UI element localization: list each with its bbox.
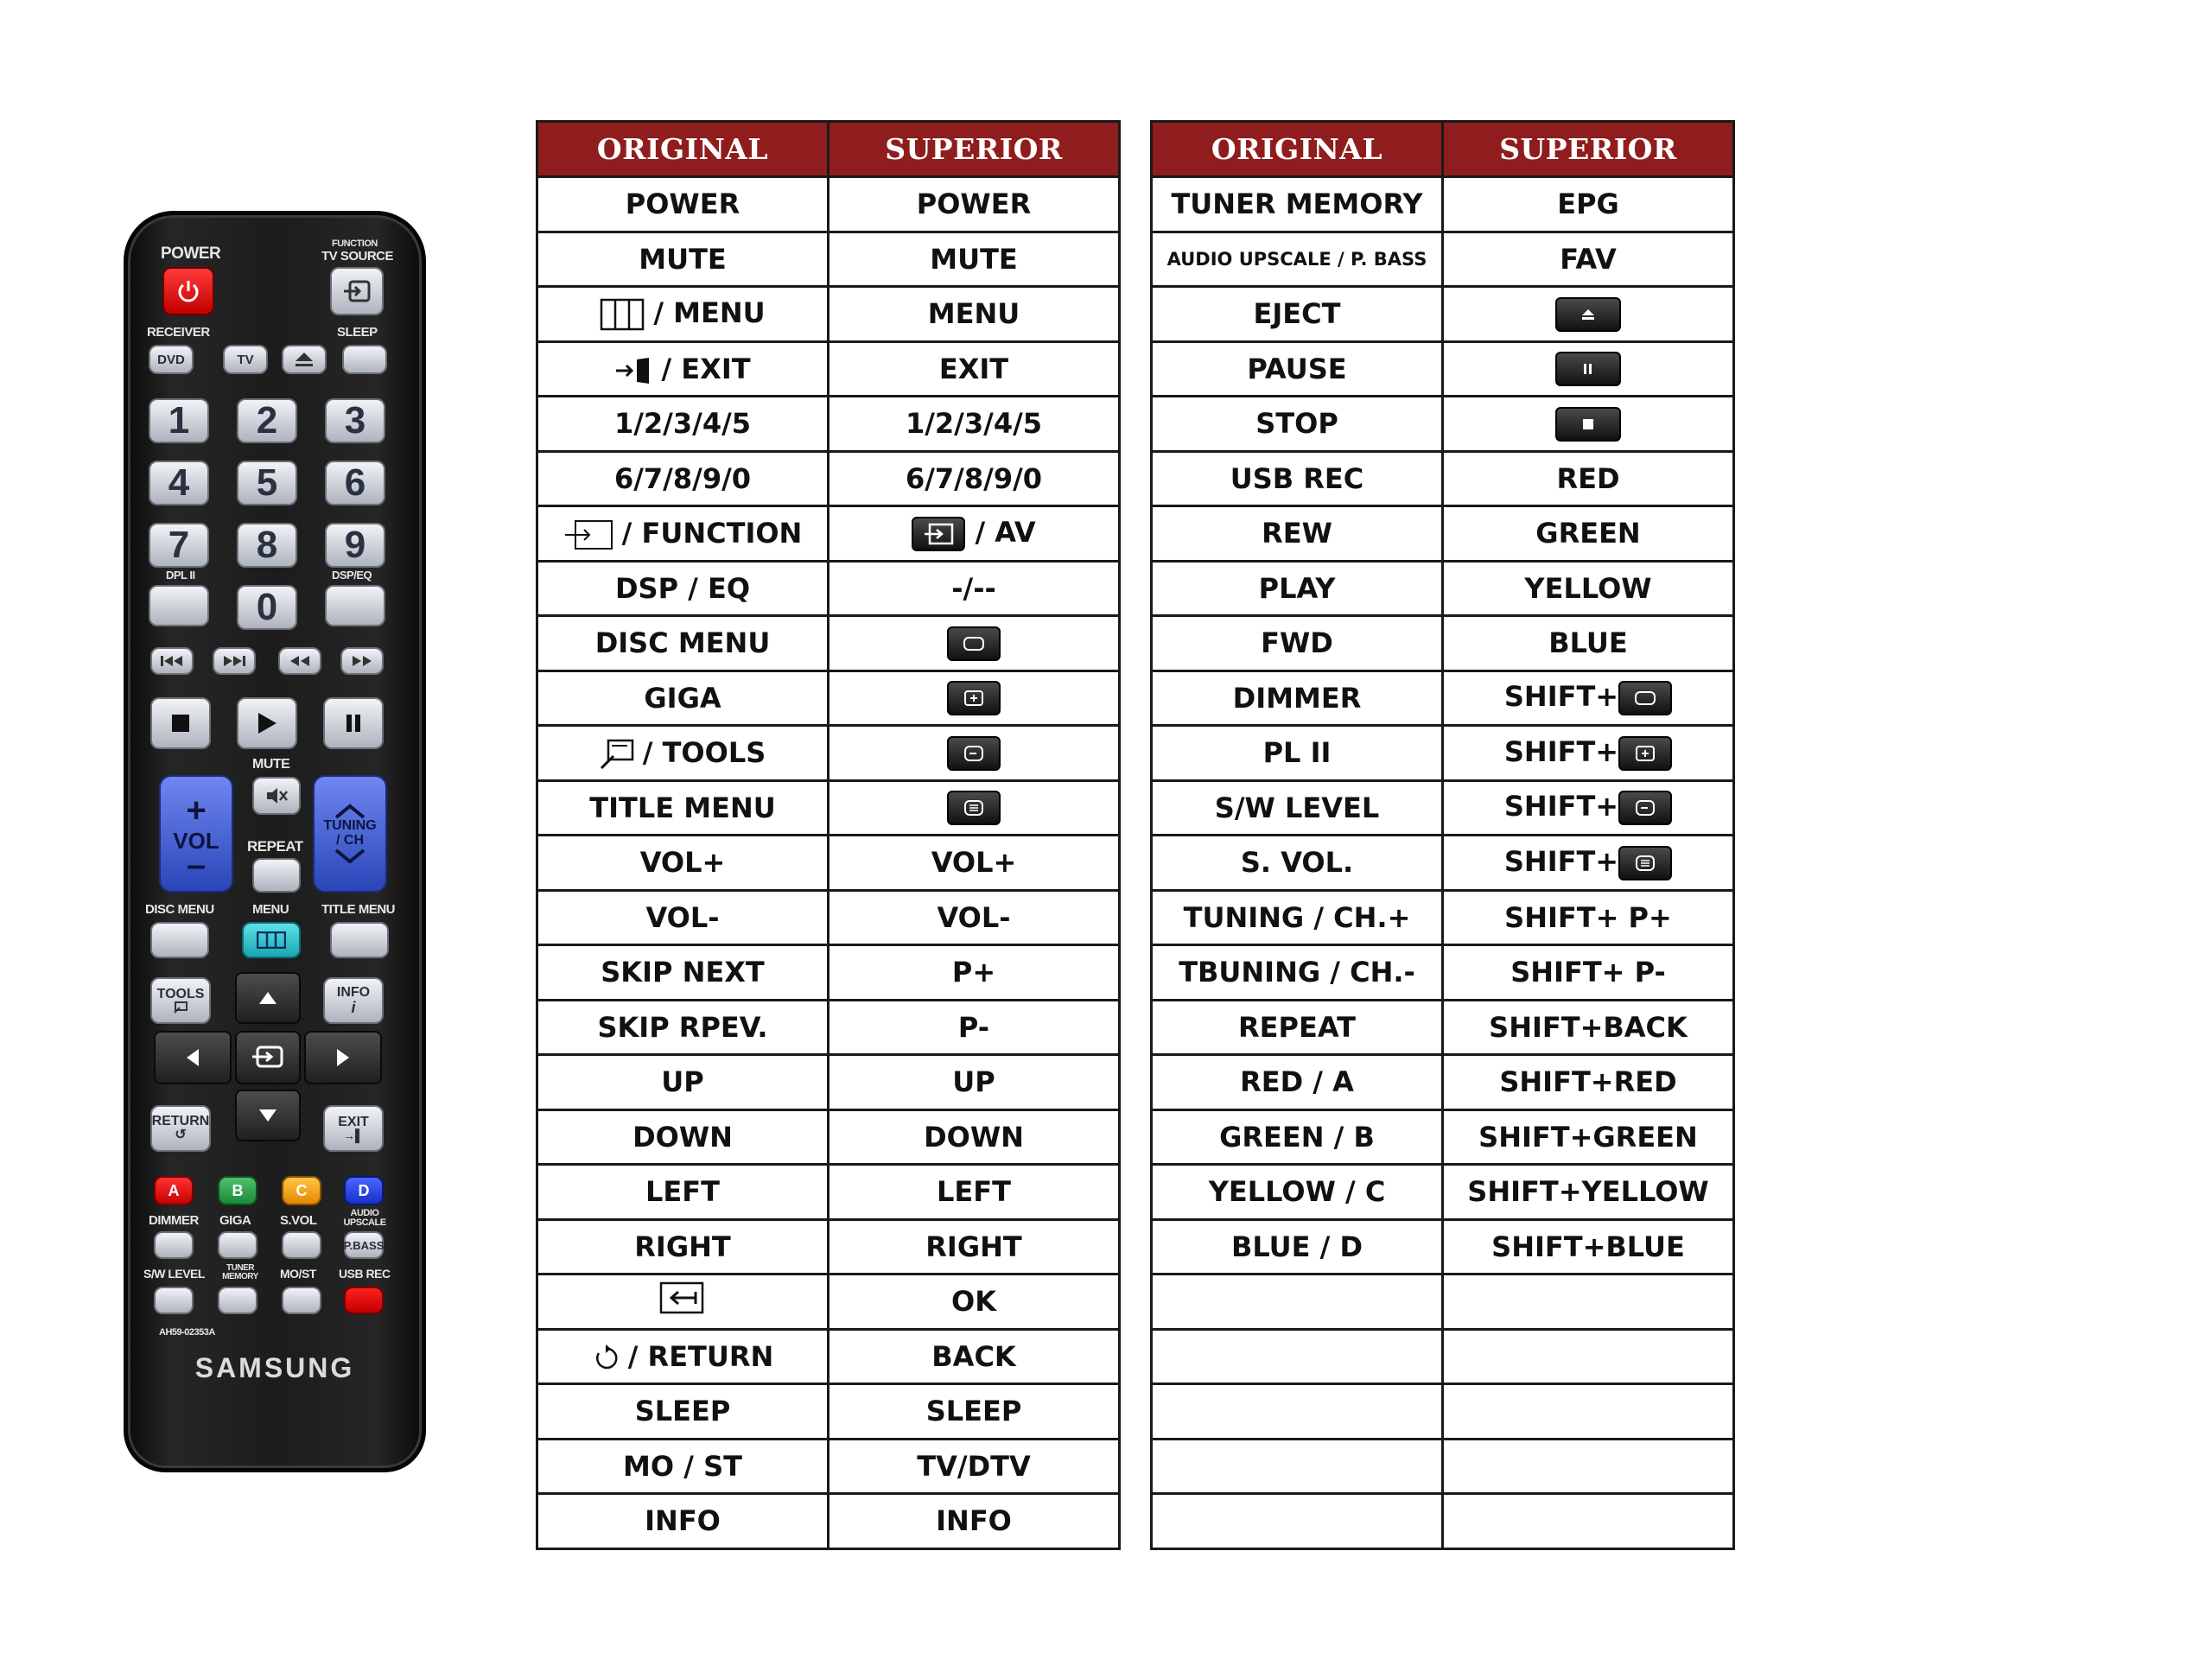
header-superior: SUPERIOR: [1443, 122, 1734, 177]
superior-cell: P+: [829, 945, 1120, 1001]
original-cell: [537, 1274, 829, 1330]
table-row: [537, 561, 1120, 616]
original-cell: TUNING / CH.+: [1152, 890, 1443, 945]
superior-cell: 1/2/3/4/5: [829, 397, 1120, 452]
menu-grid-icon: [600, 298, 645, 331]
return-arrow-icon: ↺: [175, 1128, 187, 1143]
plus-box-key-icon: [947, 681, 1001, 715]
digit-8-button[interactable]: 8: [237, 523, 297, 568]
original-cell: [537, 726, 829, 781]
original-text: / MENU: [653, 296, 766, 330]
mute-icon: [265, 786, 288, 805]
dpl-button[interactable]: [149, 585, 209, 626]
original-text: / FUNCTION: [621, 516, 803, 550]
digit-4-button[interactable]: 4: [149, 461, 209, 505]
original-cell: STOP: [1152, 397, 1443, 452]
fast-forward-icon: [351, 655, 373, 667]
audio-upscale-label: AUDIO UPSCALE: [343, 1208, 386, 1228]
table-row: [1152, 177, 1734, 232]
av-input-icon: [912, 517, 965, 551]
superior-cell: [829, 506, 1120, 562]
table-row: [537, 232, 1120, 287]
sw-level-button[interactable]: [154, 1287, 194, 1314]
superior-cell: VOL-: [829, 890, 1120, 945]
rounded-rect-key-icon: [1618, 681, 1672, 715]
superior-cell: YELLOW: [1443, 561, 1734, 616]
digit-6-button[interactable]: 6: [325, 461, 385, 505]
arrow-right-icon: [336, 1048, 350, 1067]
disc-menu-button[interactable]: [150, 922, 209, 958]
superior-cell: TV/DTV: [829, 1439, 1120, 1494]
tools-icon: [173, 1001, 188, 1014]
giga-label: GIGA: [219, 1213, 251, 1228]
superior-cell: [829, 726, 1120, 781]
original-cell: SKIP NEXT: [537, 945, 829, 1001]
superior-cell: BLUE: [1443, 616, 1734, 671]
original-cell: PAUSE: [1152, 341, 1443, 397]
pause-button[interactable]: [323, 697, 384, 749]
table-row: [537, 780, 1120, 836]
table-row: [1152, 397, 1734, 452]
table-row: [1152, 1109, 1734, 1165]
superior-cell: MUTE: [829, 232, 1120, 287]
superior-cell: P-: [829, 1000, 1120, 1055]
chevron-up-icon: [333, 804, 367, 819]
tv-source-label: TV SOURCE: [321, 249, 394, 264]
original-cell: RIGHT: [537, 1219, 829, 1274]
mute-label: MUTE: [252, 757, 290, 772]
skip-prev-icon: [159, 655, 185, 667]
sleep-button[interactable]: [342, 345, 387, 374]
original-cell: [1152, 1439, 1443, 1494]
eject-icon: [294, 351, 315, 368]
p-bass-button[interactable]: P.BASS: [344, 1231, 384, 1259]
sleep-label: SLEEP: [337, 325, 378, 340]
return-label: RETURN: [151, 1113, 210, 1128]
original-cell: RED / A: [1152, 1055, 1443, 1110]
dvd-button[interactable]: DVD: [149, 345, 194, 374]
tools-label: TOOLS: [156, 986, 205, 1001]
superior-cell: [1443, 1274, 1734, 1330]
mo-st-button[interactable]: [282, 1287, 321, 1314]
mute-button[interactable]: [252, 777, 301, 815]
dimmer-label: DIMMER: [149, 1213, 199, 1228]
table-row: [537, 1439, 1120, 1494]
ok-enter-button[interactable]: [235, 1031, 301, 1084]
superior-cell: [1443, 780, 1734, 836]
table-row: [537, 451, 1120, 506]
tools-key-icon: [947, 736, 1001, 771]
original-cell: VOL-: [537, 890, 829, 945]
arrow-left-icon: [186, 1048, 200, 1067]
superior-cell: [1443, 726, 1734, 781]
list-key-icon: [947, 791, 1001, 825]
tuning-channel-rocker[interactable]: [313, 775, 387, 893]
superior-text: SHIFT+: [1503, 790, 1619, 823]
table-row: [537, 1274, 1120, 1330]
original-cell: GIGA: [537, 671, 829, 726]
list-key-icon: [1618, 846, 1672, 880]
original-cell: TBUNING / CH.-: [1152, 945, 1443, 1001]
superior-cell: [1443, 287, 1734, 342]
superior-text: / AV: [975, 515, 1036, 549]
table-row: [537, 1165, 1120, 1220]
superior-cell: [829, 780, 1120, 836]
superior-cell: [1443, 341, 1734, 397]
power-icon: [175, 278, 201, 304]
table-row: [537, 890, 1120, 945]
superior-text: SHIFT+: [1503, 844, 1619, 878]
disc-menu-label: DISC MENU: [145, 902, 214, 917]
yellow-c-button[interactable]: C: [282, 1176, 321, 1205]
superior-cell: [1443, 836, 1734, 891]
digit-5-button[interactable]: 5: [237, 461, 297, 505]
pause-icon: [1555, 352, 1621, 386]
enter-icon: [251, 1046, 285, 1070]
original-cell: [537, 341, 829, 397]
original-cell: AUDIO UPSCALE / P. BASS: [1152, 232, 1443, 287]
original-cell: TUNER MEMORY: [1152, 177, 1443, 232]
original-text: / RETURN: [627, 1339, 774, 1373]
red-a-button[interactable]: A: [154, 1176, 194, 1205]
table-row: [537, 1109, 1120, 1165]
model-number: AH59-02353A: [159, 1327, 215, 1338]
table-row: [1152, 1274, 1734, 1330]
rewind-icon: [289, 655, 311, 667]
nav-up-button[interactable]: [235, 972, 301, 1024]
function-label: FUNCTION: [332, 238, 378, 249]
usb-rec-button[interactable]: [344, 1287, 384, 1314]
menu-grid-icon: [257, 931, 286, 949]
superior-cell: RIGHT: [829, 1219, 1120, 1274]
remote-control-image: [124, 211, 426, 1472]
giga-button[interactable]: [218, 1231, 257, 1259]
exit-label: EXIT: [338, 1114, 369, 1129]
original-cell: EJECT: [1152, 287, 1443, 342]
original-cell: 6/7/8/9/0: [537, 451, 829, 506]
title-menu-label: TITLE MENU: [321, 902, 395, 917]
table-row: [1152, 836, 1734, 891]
original-cell: [1152, 1329, 1443, 1384]
superior-cell: BACK: [829, 1329, 1120, 1384]
original-cell: [537, 1329, 829, 1384]
original-cell: [1152, 1384, 1443, 1440]
dsp-eq-button[interactable]: [325, 585, 385, 626]
digit-9-button[interactable]: 9: [325, 523, 385, 568]
table-row: [1152, 341, 1734, 397]
eject-icon: [1555, 297, 1621, 332]
stop-icon: [171, 714, 190, 733]
table-row: [1152, 780, 1734, 836]
original-cell: BLUE / D: [1152, 1219, 1443, 1274]
table-row: [1152, 1000, 1734, 1055]
original-cell: DSP / EQ: [537, 561, 829, 616]
original-cell: UP: [537, 1055, 829, 1110]
info-icon: i: [351, 999, 356, 1017]
return-button[interactable]: [150, 1105, 211, 1152]
superior-cell: SHIFT+ P+: [1443, 890, 1734, 945]
table-row: [537, 671, 1120, 726]
skip-prev-button[interactable]: [150, 647, 194, 675]
original-cell: TITLE MENU: [537, 780, 829, 836]
superior-cell: VOL+: [829, 836, 1120, 891]
superior-cell: RED: [1443, 451, 1734, 506]
table-row: [537, 726, 1120, 781]
table-row: [1152, 1055, 1734, 1110]
original-text: / EXIT: [661, 352, 751, 385]
superior-cell: FAV: [1443, 232, 1734, 287]
table-row: [1152, 561, 1734, 616]
superior-cell: DOWN: [829, 1109, 1120, 1165]
source-input-icon: [563, 519, 613, 550]
table-row: [1152, 671, 1734, 726]
table-row: [1152, 506, 1734, 562]
tools-key-icon: [1618, 791, 1672, 825]
vol-label: VOL: [173, 827, 219, 854]
superior-cell: [1443, 1494, 1734, 1549]
original-cell: DISC MENU: [537, 616, 829, 671]
s-vol-button[interactable]: [282, 1231, 321, 1259]
superior-cell: SLEEP: [829, 1384, 1120, 1440]
stop-icon: [1555, 407, 1621, 442]
table-row: [1152, 1329, 1734, 1384]
nav-right-button[interactable]: [304, 1031, 382, 1084]
stop-button[interactable]: [150, 697, 211, 749]
original-cell: [1152, 1274, 1443, 1330]
original-cell: SLEEP: [537, 1384, 829, 1440]
rounded-rect-key-icon: [947, 626, 1001, 661]
superior-cell: SHIFT+RED: [1443, 1055, 1734, 1110]
eject-button[interactable]: [282, 345, 327, 374]
tools-icon: [600, 739, 634, 770]
blue-d-button[interactable]: D: [344, 1176, 384, 1205]
dsp-eq-label: DSP/EQ: [332, 569, 372, 582]
skip-next-button[interactable]: [213, 647, 256, 675]
sw-level-label: S/W LEVEL: [143, 1267, 205, 1281]
superior-cell: OK: [829, 1274, 1120, 1330]
title-menu-button[interactable]: [330, 922, 389, 958]
superior-text: SHIFT+: [1503, 734, 1619, 768]
header-original: ORIGINAL: [537, 122, 829, 177]
superior-cell: INFO: [829, 1494, 1120, 1549]
digit-0-button[interactable]: 0: [237, 585, 297, 630]
superior-cell: SHIFT+BLUE: [1443, 1219, 1734, 1274]
chevron-down-icon: [333, 849, 367, 864]
original-cell: DOWN: [537, 1109, 829, 1165]
superior-cell: LEFT: [829, 1165, 1120, 1220]
original-cell: [537, 287, 829, 342]
s-vol-label: S.VOL: [280, 1213, 317, 1228]
tuning-label: TUNING: [323, 818, 377, 834]
superior-cell: [829, 671, 1120, 726]
play-button[interactable]: [237, 697, 297, 749]
table-row: [1152, 1384, 1734, 1440]
table-row: [537, 616, 1120, 671]
mapping-table-right: [1150, 120, 1735, 1550]
original-cell: [1152, 1494, 1443, 1549]
original-text: / TOOLS: [642, 735, 766, 769]
power-button[interactable]: [162, 267, 214, 315]
header-superior: SUPERIOR: [829, 122, 1120, 177]
superior-cell: [1443, 1439, 1734, 1494]
original-cell: PL II: [1152, 726, 1443, 781]
table-row: [1152, 945, 1734, 1001]
skip-next-icon: [221, 655, 247, 667]
original-cell: REW: [1152, 506, 1443, 562]
table-row: [537, 1000, 1120, 1055]
superior-cell: [1443, 1384, 1734, 1440]
arrow-down-icon: [258, 1109, 277, 1122]
superior-cell: [1443, 671, 1734, 726]
table-row: [537, 506, 1120, 562]
table-row: [1152, 1494, 1734, 1549]
table-row: [1152, 890, 1734, 945]
dpl-label: DPL II: [166, 569, 195, 582]
original-cell: S/W LEVEL: [1152, 780, 1443, 836]
superior-cell: MENU: [829, 287, 1120, 342]
exit-door-icon: →▌: [343, 1128, 364, 1143]
volume-down-icon: –: [186, 845, 207, 884]
superior-cell: [1443, 397, 1734, 452]
info-label: INFO: [336, 984, 371, 1000]
superior-cell: EXIT: [829, 341, 1120, 397]
table-row: [1152, 1439, 1734, 1494]
superior-cell: 6/7/8/9/0: [829, 451, 1120, 506]
table-row: [1152, 232, 1734, 287]
table-row: [1152, 1165, 1734, 1220]
table-row: [537, 1384, 1120, 1440]
tuner-memory-button[interactable]: [218, 1287, 257, 1314]
nav-left-button[interactable]: [154, 1031, 232, 1084]
function-source-button[interactable]: [330, 267, 384, 315]
original-cell: GREEN / B: [1152, 1109, 1443, 1165]
original-cell: MUTE: [537, 232, 829, 287]
rewind-button[interactable]: [278, 647, 321, 675]
superior-cell: GREEN: [1443, 506, 1734, 562]
table-row: [537, 1329, 1120, 1384]
superior-cell: EPG: [1443, 177, 1734, 232]
table-row: [537, 287, 1120, 342]
superior-cell: [1443, 1329, 1734, 1384]
digit-7-button[interactable]: 7: [149, 523, 209, 568]
ch-label: / CH: [336, 833, 364, 848]
superior-cell: SHIFT+YELLOW: [1443, 1165, 1734, 1220]
original-cell: 1/2/3/4/5: [537, 397, 829, 452]
pause-icon: [345, 714, 362, 733]
tuner-memory-label: TUNER MEMORY: [222, 1263, 258, 1281]
superior-cell: SHIFT+GREEN: [1443, 1109, 1734, 1165]
table-row: [537, 397, 1120, 452]
superior-text: SHIFT+: [1503, 680, 1619, 714]
table-row: [1152, 616, 1734, 671]
original-cell: REPEAT: [1152, 1000, 1443, 1055]
fast-forward-button[interactable]: [340, 647, 384, 675]
superior-cell: SHIFT+ P-: [1443, 945, 1734, 1001]
table-row: [1152, 1219, 1734, 1274]
original-cell: USB REC: [1152, 451, 1443, 506]
table-row: [537, 1055, 1120, 1110]
table-row: [1152, 451, 1734, 506]
table-row: [537, 341, 1120, 397]
original-cell: DIMMER: [1152, 671, 1443, 726]
play-icon: [257, 712, 277, 734]
menu-label: MENU: [252, 902, 289, 917]
receiver-label: RECEIVER: [147, 325, 210, 340]
table-row: [537, 836, 1120, 891]
tools-button[interactable]: [150, 977, 211, 1024]
original-cell: PLAY: [1152, 561, 1443, 616]
superior-cell: POWER: [829, 177, 1120, 232]
return-arrow-icon: [592, 1344, 620, 1372]
brand-logo: SAMSUNG: [194, 1352, 355, 1383]
exit-door-icon: [614, 356, 652, 385]
original-cell: [537, 506, 829, 562]
repeat-label: REPEAT: [247, 838, 303, 855]
menu-button[interactable]: [242, 922, 301, 958]
original-cell: VOL+: [537, 836, 829, 891]
table-row: [537, 1494, 1120, 1549]
original-cell: LEFT: [537, 1165, 829, 1220]
mo-st-label: MO/ST: [280, 1267, 316, 1281]
original-cell: POWER: [537, 177, 829, 232]
green-b-button[interactable]: B: [218, 1176, 257, 1205]
exit-button[interactable]: [323, 1105, 384, 1152]
digit-1-button[interactable]: 1: [149, 398, 209, 443]
volume-up-icon: +: [186, 791, 207, 830]
table-row: [1152, 287, 1734, 342]
original-cell: S. VOL.: [1152, 836, 1443, 891]
info-button[interactable]: [323, 977, 384, 1024]
usb-rec-label: USB REC: [339, 1267, 391, 1281]
dimmer-button[interactable]: [154, 1231, 194, 1259]
digit-2-button[interactable]: 2: [237, 398, 297, 443]
table-row: [537, 945, 1120, 1001]
mapping-table-left: [536, 120, 1121, 1550]
superior-cell: SHIFT+BACK: [1443, 1000, 1734, 1055]
table-row: [537, 177, 1120, 232]
arrow-up-icon: [258, 991, 277, 1005]
table-row: [1152, 726, 1734, 781]
original-cell: FWD: [1152, 616, 1443, 671]
volume-rocker[interactable]: [159, 775, 233, 893]
original-cell: INFO: [537, 1494, 829, 1549]
superior-cell: -/--: [829, 561, 1120, 616]
table-row: [537, 1219, 1120, 1274]
tv-button[interactable]: TV: [223, 345, 268, 374]
original-cell: YELLOW / C: [1152, 1165, 1443, 1220]
superior-cell: [829, 616, 1120, 671]
repeat-button[interactable]: [252, 858, 301, 893]
nav-down-button[interactable]: [235, 1090, 301, 1141]
superior-cell: UP: [829, 1055, 1120, 1110]
source-input-icon: [342, 280, 372, 302]
original-cell: SKIP RPEV.: [537, 1000, 829, 1055]
original-cell: MO / ST: [537, 1439, 829, 1494]
header-original: ORIGINAL: [1152, 122, 1443, 177]
plus-box-key-icon: [1618, 736, 1672, 771]
enter-icon: [658, 1281, 708, 1314]
digit-3-button[interactable]: 3: [325, 398, 385, 443]
power-label: POWER: [161, 245, 221, 263]
